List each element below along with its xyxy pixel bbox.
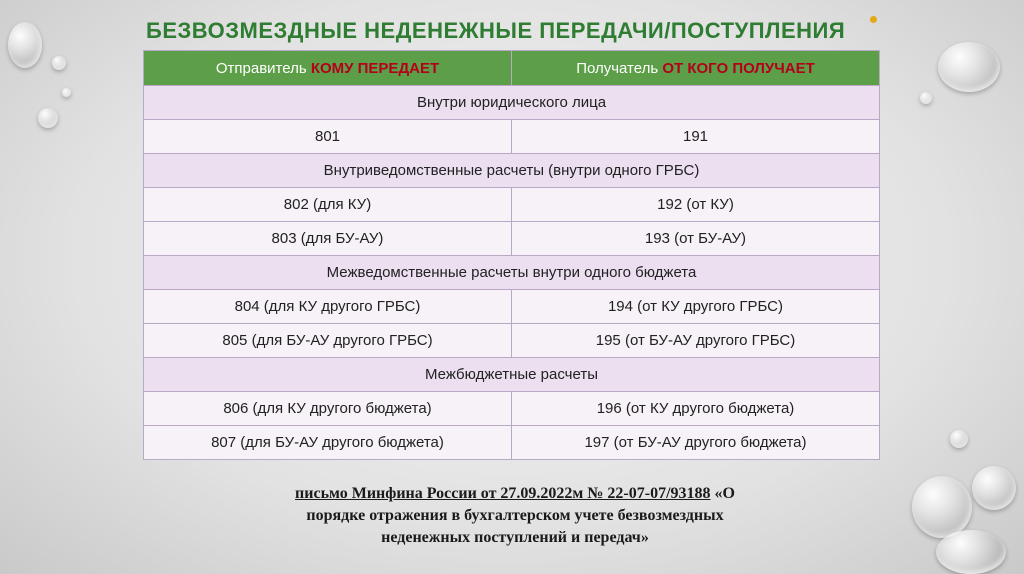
receiver-cell: 197 (от БУ-АУ другого бюджета) xyxy=(512,426,880,460)
source-note-reference: письмо Минфина России от 27.09.2022м № 22-07-07/93188 xyxy=(295,485,711,502)
sender-cell: 804 (для КУ другого ГРБС) xyxy=(144,290,512,324)
sender-cell: 802 (для КУ) xyxy=(144,188,512,222)
source-note-title: «О порядке отражения в бухгалтерском учете безвозмездных неденежных поступлений и передач» xyxy=(306,485,735,546)
header-sender-label: Отправитель xyxy=(215,59,307,77)
table-row xyxy=(144,120,880,154)
sender-cell: 805 (для БУ-АУ другого ГРБС) xyxy=(144,324,512,358)
section-row xyxy=(144,358,880,392)
water-drop xyxy=(52,56,66,70)
water-drop xyxy=(938,42,1000,92)
sender-cell: 806 (для КУ другого бюджета) xyxy=(144,392,512,426)
table-row xyxy=(144,188,880,222)
header-sender xyxy=(144,51,512,86)
header-receiver-highlight: ОТ КОГО ПОЛУЧАЕТ xyxy=(662,59,815,77)
receiver-cell: 193 (от БУ-АУ) xyxy=(512,222,880,256)
table-row xyxy=(144,290,880,324)
receiver-cell: 196 (от КУ другого бюджета) xyxy=(512,392,880,426)
section-row xyxy=(144,86,880,120)
section-row xyxy=(144,256,880,290)
water-drop xyxy=(912,476,972,538)
receiver-cell: 194 (от КУ другого ГРБС) xyxy=(512,290,880,324)
table-row xyxy=(144,426,880,460)
table-row xyxy=(144,222,880,256)
table-header-row xyxy=(144,51,880,86)
header-receiver-label: Получатель xyxy=(576,59,659,77)
section-cell: Внутри юридического лица xyxy=(144,86,880,120)
source-note xyxy=(280,483,750,549)
sender-cell: 801 xyxy=(144,120,512,154)
sender-cell: 803 (для БУ-АУ) xyxy=(144,222,512,256)
header-receiver xyxy=(512,51,880,86)
section-cell: Межбюджетные расчеты xyxy=(144,358,880,392)
water-drop xyxy=(38,108,58,128)
transfers-table xyxy=(143,50,880,460)
water-drop xyxy=(920,92,932,104)
receiver-cell: 192 (от КУ) xyxy=(512,188,880,222)
water-drop xyxy=(8,22,42,68)
sender-cell: 807 (для БУ-АУ другого бюджета) xyxy=(144,426,512,460)
water-drop xyxy=(62,88,71,97)
section-row xyxy=(144,154,880,188)
accent-dot xyxy=(870,16,877,23)
slide-title: БЕЗВОЗМЕЗДНЫЕ НЕДЕНЕЖНЫЕ ПЕРЕДАЧИ/ПОСТУПЛЕНИЯ xyxy=(146,18,846,43)
water-drop xyxy=(972,466,1016,510)
header-sender-highlight: КОМУ ПЕРЕДАЕТ xyxy=(310,59,440,77)
receiver-cell: 195 (от БУ-АУ другого ГРБС) xyxy=(512,324,880,358)
receiver-cell: 191 xyxy=(512,120,880,154)
water-drop xyxy=(936,530,1006,574)
water-drop xyxy=(950,430,968,448)
section-cell: Внутриведомственные расчеты (внутри одного ГРБС) xyxy=(144,154,880,188)
section-cell: Межведомственные расчеты внутри одного бюджета xyxy=(144,256,880,290)
table-row xyxy=(144,392,880,426)
table-row xyxy=(144,324,880,358)
